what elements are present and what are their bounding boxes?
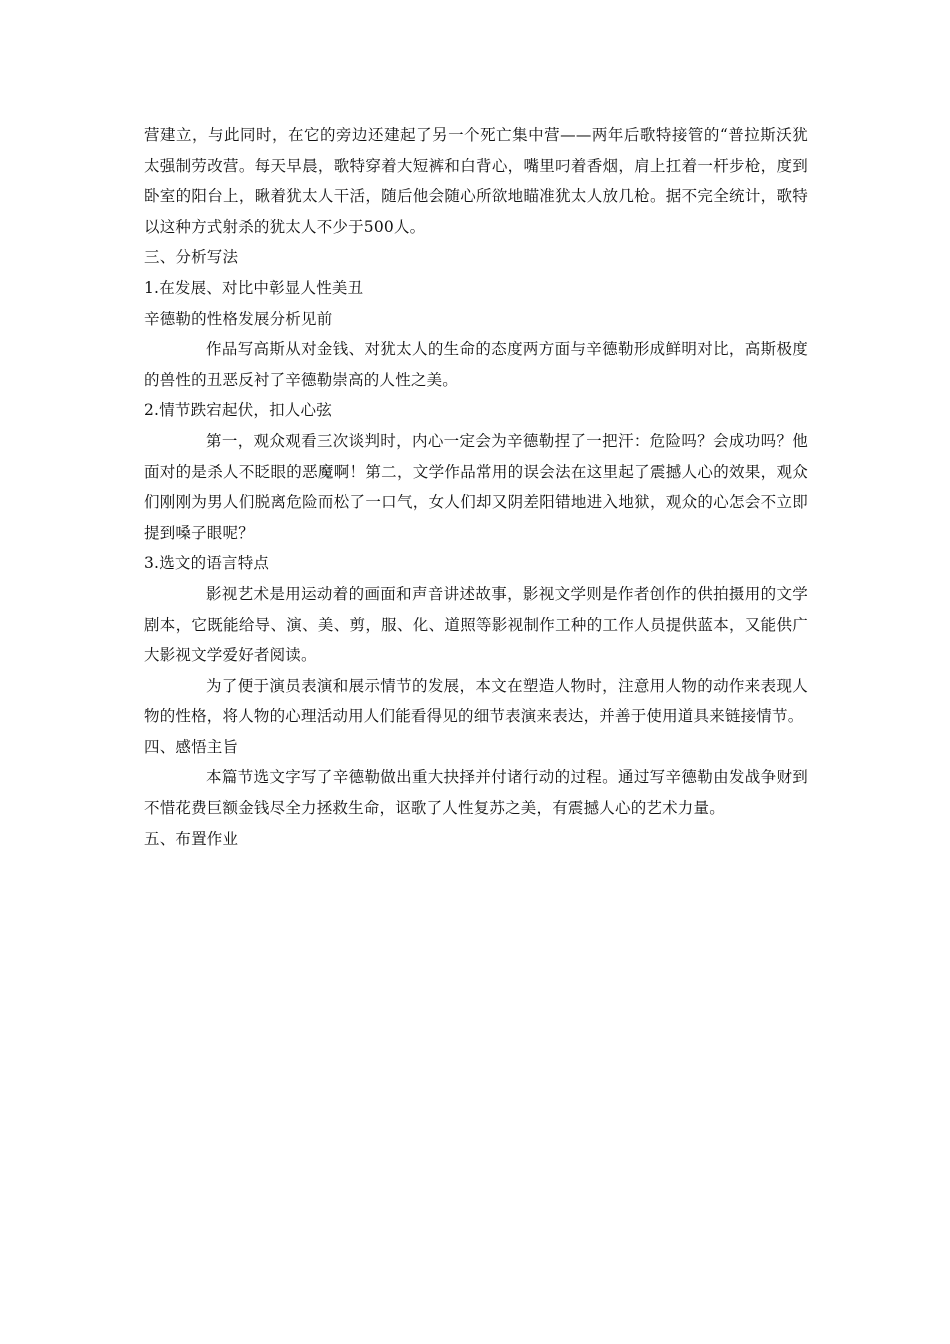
- document-body: [144, 120, 808, 854]
- paragraph-contrast: 作品写高斯从对金钱、对犹太人的生命的态度两方面与辛德勒形成鲜明对比，高斯极度的兽性的丑恶反衬了辛德勒崇高的人性之美。: [144, 340, 808, 389]
- paragraph-plot: 第一，观众观看三次谈判时，内心一定会为辛德勒捏了一把汗：危险吗？会成功吗？他面对的是杀人不眨眼的恶魔啊！第二，文学作品常用的误会法在这里起了震撼人心的效果，观众们刚刚为男人们脱离危险而松了一口气，女人们却又阴差阳错地进入地狱，观众的心怎会不立即提到嗓子眼呢？: [144, 431, 808, 542]
- section-heading-homework: 五、布置作业: [144, 829, 239, 848]
- section-heading-theme: 四、感悟主旨: [144, 737, 239, 756]
- paragraph-film-art: 影视艺术是用运动着的画面和声音讲述故事，影视文学则是作者创作的供拍摄用的文学剧本，它既能给导、演、美、剪，服、化、道照等影视制作工种的工作人员提供蓝本，又能供广大影视文学爱好者阅读。: [144, 584, 808, 665]
- subheading-contrast: 1.在发展、对比中彰显人性美丑: [144, 278, 364, 297]
- note-character-development: 辛德勒的性格发展分析见前: [144, 309, 333, 328]
- subheading-plot: 2.情节跌宕起伏，扣人心弦: [144, 401, 332, 420]
- subheading-language: 3.选文的语言特点: [144, 554, 270, 573]
- paragraph-concentration-camp: 营建立，与此同时，在它的旁边还建起了另一个死亡集中营——两年后歌特接管的“普拉斯沃犹太强制劳改营。每天早晨，歌特穿着大短裤和白背心，嘴里叼着香烟，肩上扛着一杆步枪，度到卧室的阳台上，瞅着犹太人干活，随后他会随心所欲地瞄准犹太人放几枪。据不完全统计，歌特以这种方式射杀的犹太人不少于500人。: [144, 126, 808, 236]
- section-heading-writing-analysis: 三、分析写法: [144, 248, 239, 267]
- paragraph-theme: 本篇节选文字写了辛德勒做出重大抉择并付诸行动的过程。通过写辛德勒由发战争财到不惜花费巨额金钱尽全力拯救生命，讴歌了人性复苏之美，有震撼人心的艺术力量。: [144, 768, 808, 818]
- paragraph-characterization: 为了便于演员表演和展示情节的发展，本文在塑造人物时，注意用人物的动作来表现人物的性格，将人物的心理活动用人们能看得见的细节表演来表达，并善于使用道具来链接情节。: [144, 676, 808, 726]
